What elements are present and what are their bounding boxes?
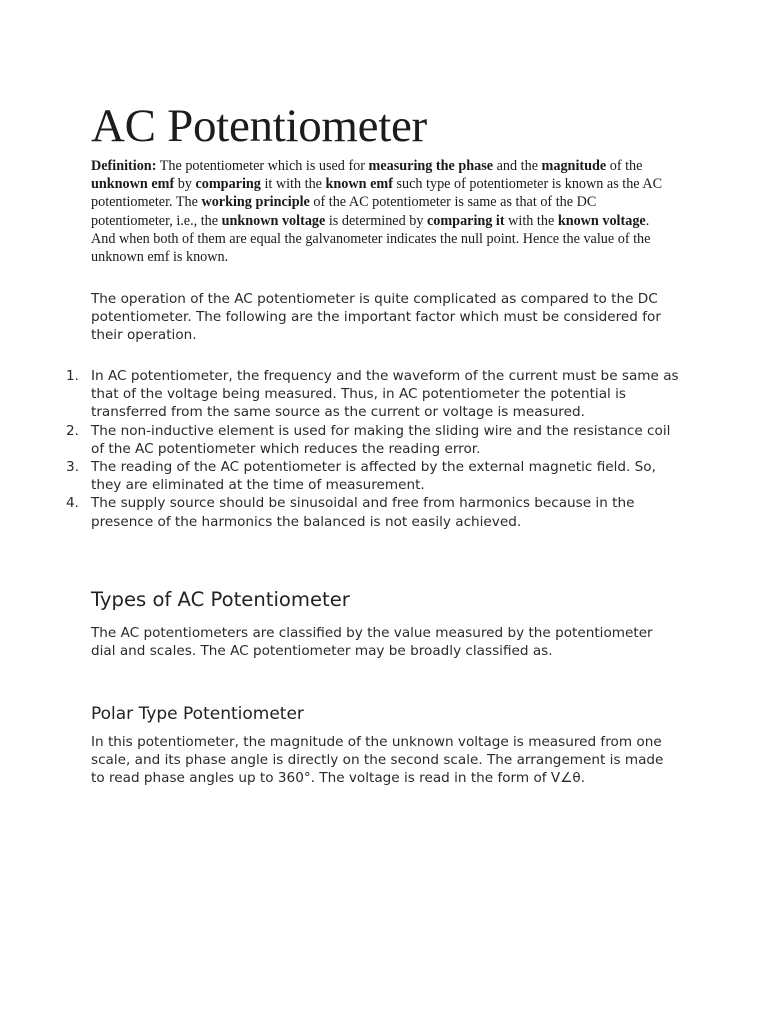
definition-text: with the	[504, 212, 558, 229]
definition-text: is determined by	[325, 212, 427, 229]
definition-text: of the AC potentiometer is same as that of the DC potentiometer, i.e., the	[91, 194, 597, 229]
list-item-text: The reading of the AC potentiometer is affected by the external magnetic field. So, they are eliminated at the time of measurement.	[91, 459, 656, 494]
definition-text: and the	[493, 158, 542, 174]
definition-text: by	[174, 176, 196, 193]
list-item-text: The non-inductive element is used for making the sliding wire and the resistance coil of the AC potentiometer which reduces the reading error.	[91, 422, 671, 457]
list-item	[66, 458, 686, 494]
types-paragraph: The AC potentiometers are classified by the value measured by the potentiometer dial and scales. The AC potentiometer may be broadly classified as.	[91, 625, 653, 660]
definition-text: it with the	[260, 176, 326, 193]
definition-emphasis: measuring the phase	[368, 158, 494, 174]
types-heading: Types of AC Potentiometer	[91, 588, 350, 611]
definition-paragraph	[91, 157, 671, 266]
polar-type-heading: Polar Type Potentiometer	[91, 704, 304, 724]
page-title: AC Potentiometer	[91, 100, 427, 152]
definition-emphasis: unknown emf	[91, 176, 175, 193]
polar-type-paragraph: In this potentiometer, the magnitude of the unknown voltage is measured from one scale, and its phase angle is directly on the second scale. The arrangement is made to read phase angles up to 360°. The voltage is read in the form of V∠θ.	[91, 734, 664, 787]
factors-list	[66, 367, 686, 531]
list-item-text: The supply source should be sinusoidal and free from harmonics because in the presence of the harmonics the balanced is not easily achieved.	[91, 495, 635, 530]
definition-emphasis: comparing	[195, 176, 261, 193]
list-item-number: 2.	[66, 422, 79, 439]
definition-text: The potentiometer which is used for	[156, 158, 369, 174]
list-item	[66, 367, 686, 422]
list-item	[66, 494, 686, 530]
list-item	[66, 422, 686, 458]
definition-label: Definition:	[91, 158, 157, 174]
definition-emphasis: comparing it	[426, 212, 505, 229]
list-item-number: 1.	[66, 368, 79, 384]
definition-text: of the	[606, 158, 643, 174]
definition-emphasis: unknown voltage	[221, 212, 326, 229]
definition-emphasis: known emf	[325, 176, 393, 193]
definition-text: . And when both of them are equal the galvanometer indicates the null point. Hence the value of the unknown emf is known.	[91, 212, 651, 266]
list-item-number: 3.	[66, 459, 79, 476]
definition-emphasis: magnitude	[541, 158, 607, 174]
definition-text: such type of potentiometer is known as the AC potentiometer. The	[91, 176, 663, 211]
definition-emphasis: known voltage	[557, 212, 646, 229]
list-item-number: 4.	[66, 495, 79, 512]
definition-emphasis: working principle	[201, 194, 310, 211]
intro-paragraph: The operation of the AC potentiometer is quite complicated as compared to the DC potentiometer. The following are the important factor which must be considered for their operation.	[91, 291, 661, 344]
list-item-text: In AC potentiometer, the frequency and the waveform of the current must be same as that of the voltage being measured. Thus, in AC potentiometer the potential is transferred from the same source as the current or voltage is measured.	[91, 368, 679, 421]
